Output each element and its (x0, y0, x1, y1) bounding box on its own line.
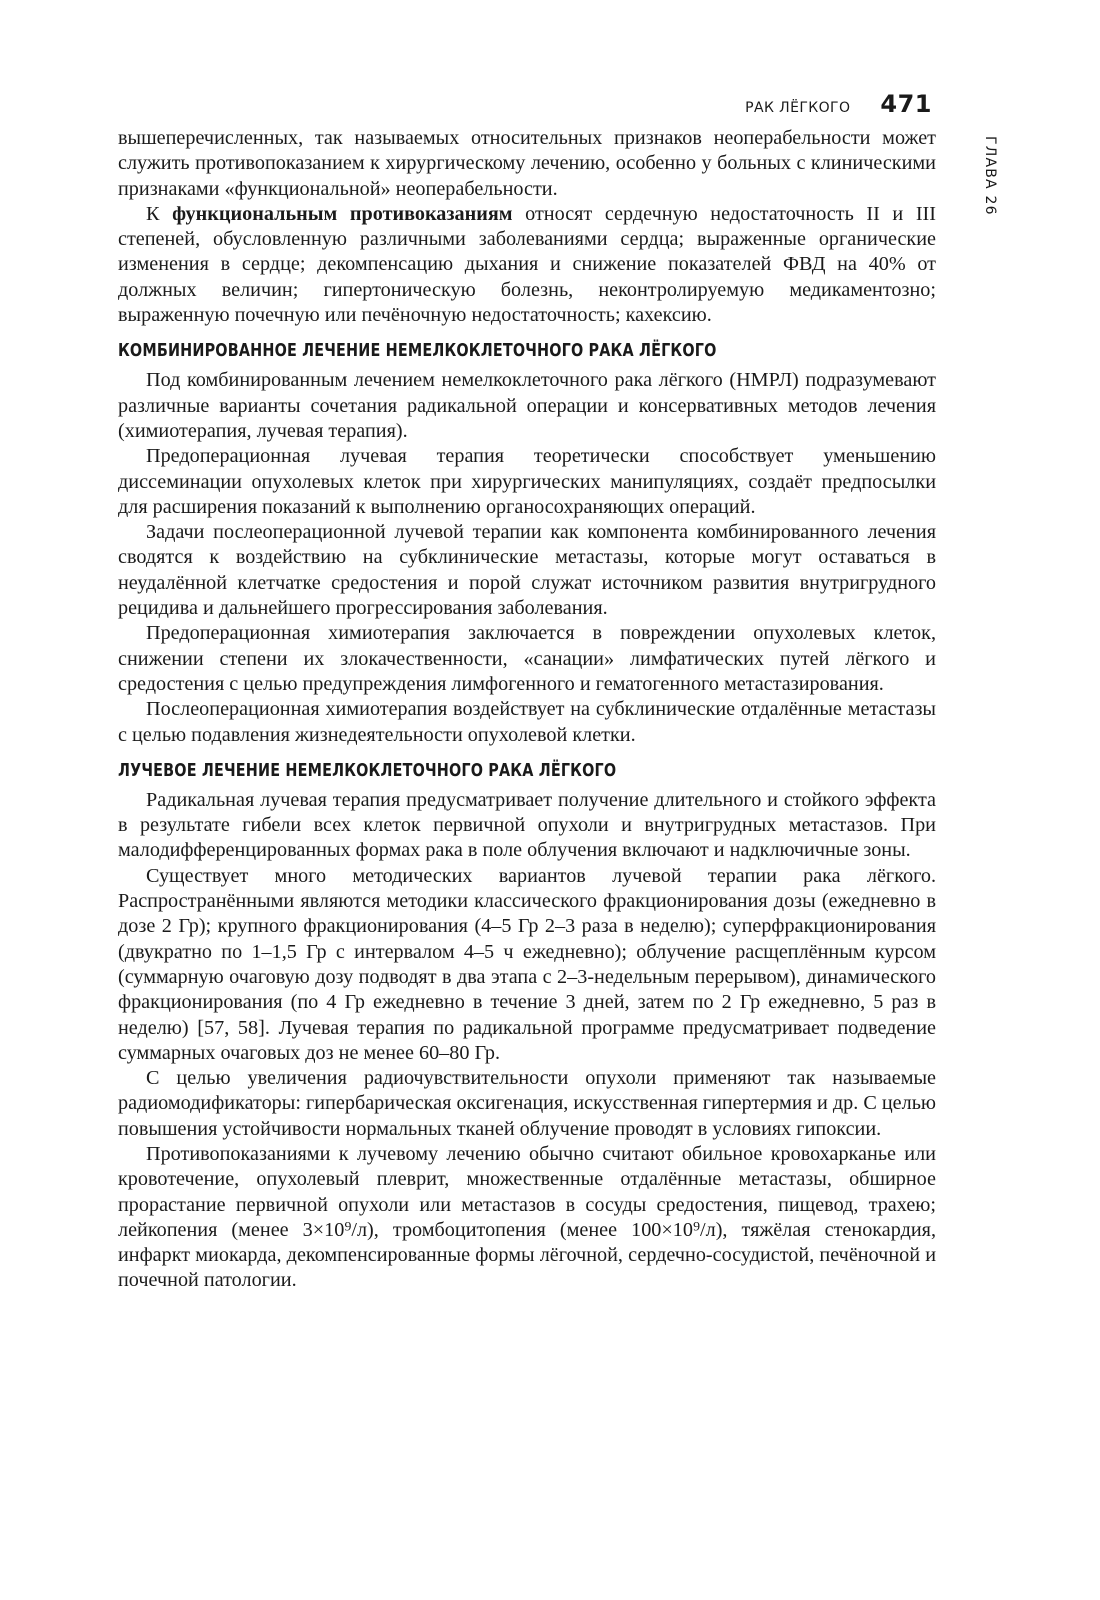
bold-term: функциональным противоказаниям (172, 202, 513, 225)
paragraph: Радикальная лучевая терапия предусматривает получение длительного и стойкого эффекта в результате гибели всех клеток первичной опухоли и внутригрудных метастазов. При малодифференцированных формах рака в поле облучения включают и надключичные зоны. (118, 788, 936, 862)
page-number: 471 (880, 90, 932, 118)
page-header (745, 90, 932, 118)
paragraph-prefix: К (146, 202, 173, 225)
chapter-side-tab: ГЛАВА 26 (982, 136, 998, 216)
paragraph: Задачи послеоперационной лучевой терапии как компонента комбинированного лечения сводятся к воздействию на субклинические метастазы, которые могут оставаться в неудалённой клетчатке средостения и порой служат источником развития внутригрудного рецидива и дальнейшего прогрессирования заболевания. (118, 521, 936, 620)
page-body (118, 126, 936, 1294)
paragraph: Существует много методических вариантов лучевой терапии рака лёгкого. Распространёнными являются методики классического фракционирования дозы (ежедневно в дозе 2 Гр); крупного фракционирования (4–5 Гр 2–3 раза в неделю); суперфракционирования (двукратно по 1–1,5 Гр с интервалом 4–5 ч ежедневно); облучение расщеплённым курсом (суммарную очаговую дозу подводят в два этапа с 2–3-недельным перерывом), динамического фракционирования (по 4 Гр ежедневно в течение 3 дней, затем по 2 Гр ежедневно, 5 раз в неделю) [57, 58]. Лучевая терапия по радикальной программе предусматривает подведение суммарных очаговых доз не менее 60–80 Гр. (118, 864, 936, 1064)
paragraph: Предоперационная лучевая терапия теоретически способствует уменьшению диссеминации опухолевых клеток при хирургических манипуляциях, создаёт предпосылки для расширения показаний к выполнению органосохраняющих операций. (118, 445, 936, 518)
section-heading: КОМБИНИРОВАННОЕ ЛЕЧЕНИЕ НЕМЕЛКОКЛЕТОЧНОГО РАКА ЛЁГКОГО (118, 340, 717, 362)
paragraph-text: относят сердечную недостаточность II и III степеней, обусловленную различными заболеваниями сердца; выраженные органические изменения в сердце; декомпенсацию дыхания и снижение показателей ФВД на 40% от должных величин; гипертоническую болезнь, неконтролируемую медикаментозно; выраженную почечную или печёночную недостаточность; кахексию. (118, 202, 936, 327)
paragraph: Предоперационная химиотерапия заключается в повреждении опухолевых клеток, снижении степени их злокачественности, «санации» лимфатических путей лёгкого и средостения с целью предупреждения лимфогенного и гематогенного метастазирования. (118, 622, 936, 695)
paragraph: С целью увеличения радиочувствительности опухоли применяют так называемые радиомодификаторы: гипербарическая оксигенация, искусственная гипертермия и др. С целью повышения устойчивости нормальных тканей облучение проводят в условиях гипоксии. (118, 1067, 936, 1140)
paragraph: Противопоказаниями к лучевому лечению обычно считают обильное кровохарканье или кровотечение, опухолевый плеврит, множественные отдалённые метастазы, обширное прорастание первичной опухоли или метастазов в сосуды средостения, пищевод, трахею; лейкопения (менее 3×10⁹/л), тромбоцитопения (менее 100×10⁹/л), тяжёлая стенокардия, инфаркт миокарда, декомпенсированные формы лёгочной, сердечно-сосудистой, печёночной и почечной патологии. (118, 1142, 936, 1292)
section-heading: ЛУЧЕВОЕ ЛЕЧЕНИЕ НЕМЕЛКОКЛЕТОЧНОГО РАКА ЛЁГКОГО (118, 759, 617, 781)
running-title: РАК ЛЁГКОГО (745, 100, 851, 116)
paragraph: вышеперечисленных, так называемых относительных признаков неоперабельности может служить противопоказанием к хирургическому лечению, особенно у больных с клиническими признаками «функциональной» неоперабельности. (118, 127, 936, 200)
paragraph: Послеоперационная химиотерапия воздействует на субклинические отдалённые метастазы с целью подавления жизнедеятельности опухолевой клетки. (118, 698, 936, 746)
paragraph (118, 202, 936, 328)
paragraph: Под комбинированным лечением немелкоклеточного рака лёгкого (НМРЛ) подразумевают различные варианты сочетания радикальной операции и консервативных методов лечения (химиотерапия, лучевая терапия). (118, 369, 936, 442)
